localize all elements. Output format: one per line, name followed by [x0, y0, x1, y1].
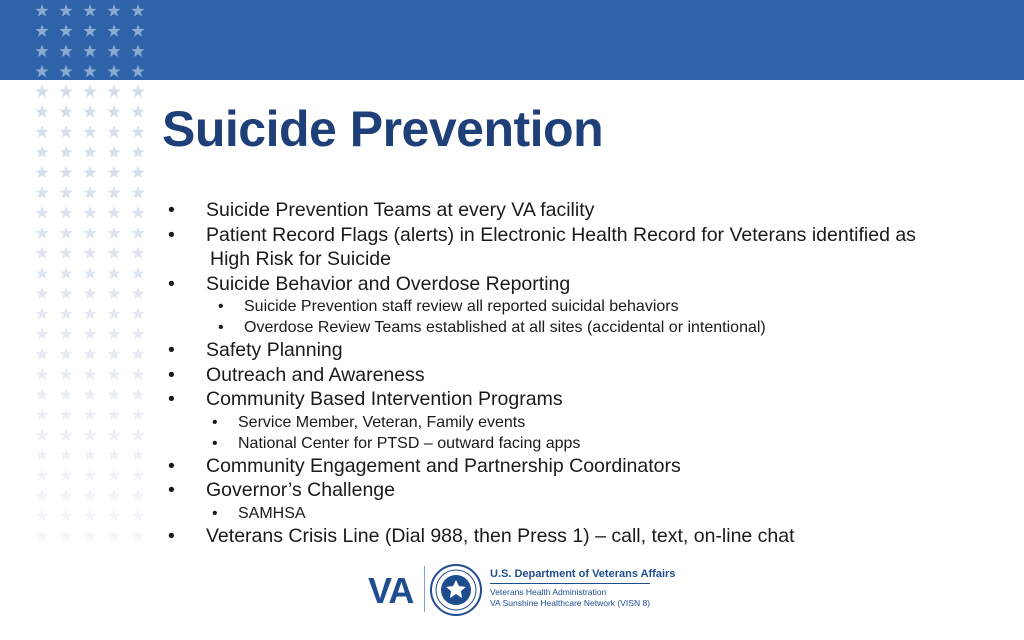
bullet-dot: • [168, 524, 175, 547]
star-icon [131, 448, 144, 461]
bullet-item [168, 478, 1008, 503]
star-icon [107, 448, 120, 461]
star-icon [35, 206, 48, 219]
star-icon [83, 489, 96, 502]
star-icon [35, 24, 48, 37]
star-icon [35, 44, 48, 57]
star-icon [131, 65, 144, 78]
star-icon [83, 368, 96, 381]
bullet-item [168, 363, 1008, 388]
bullet-item [168, 387, 1008, 412]
star-icon [35, 428, 48, 441]
star-icon [131, 509, 144, 522]
star-icon [107, 125, 120, 138]
star-icon [35, 246, 48, 259]
star-icon [59, 307, 72, 320]
star-icon [83, 287, 96, 300]
va-seal-icon [430, 564, 482, 616]
star-icon [35, 186, 48, 199]
star-icon [83, 125, 96, 138]
star-icon [35, 347, 48, 360]
star-icon [35, 448, 48, 461]
star-icon [35, 4, 48, 17]
star-icon [35, 307, 48, 320]
star-icon [107, 65, 120, 78]
star-icon [59, 469, 72, 482]
sub-bullet-text: Service Member, Veteran, Family events [238, 413, 526, 431]
bullet-item [168, 272, 1008, 297]
sub-bullet-text: Overdose Review Teams established at all sites (accidental or intentional) [244, 319, 766, 336]
star-icon [59, 125, 72, 138]
star-icon [35, 509, 48, 522]
star-icon [35, 125, 48, 138]
star-icon [59, 428, 72, 441]
star-icon [131, 125, 144, 138]
star-icon [83, 44, 96, 57]
star-icon [107, 85, 120, 98]
star-icon [131, 186, 144, 199]
star-icon [131, 4, 144, 17]
star-icon [131, 267, 144, 280]
logo-divider [424, 566, 425, 612]
bullet-dot: • [212, 504, 218, 522]
star-icon [83, 4, 96, 17]
star-icon [35, 327, 48, 340]
star-icon [35, 489, 48, 502]
star-icon [59, 4, 72, 17]
star-icon [83, 347, 96, 360]
sub-bullet-text: SAMHSA [238, 504, 306, 522]
star-icon [35, 226, 48, 239]
star-icon [59, 44, 72, 57]
star-icon [35, 287, 48, 300]
star-icon [35, 105, 48, 118]
star-icon [107, 24, 120, 37]
star-icon [83, 469, 96, 482]
star-icon [107, 287, 120, 300]
star-icon [35, 469, 48, 482]
bullet-text: Community Based Intervention Programs [206, 388, 563, 410]
star-icon [35, 267, 48, 280]
bullet-item [168, 524, 1008, 549]
bullet-dot: • [168, 388, 175, 410]
bullet-text: Outreach and Awareness [206, 363, 425, 386]
star-icon [83, 246, 96, 259]
star-icon [83, 206, 96, 219]
star-icon [35, 388, 48, 401]
star-icon [59, 226, 72, 239]
star-icon [35, 368, 48, 381]
sub-bullet-item [168, 296, 1008, 317]
star-icon [35, 145, 48, 158]
star-icon [131, 24, 144, 37]
star-icon [59, 105, 72, 118]
bullet-dot: • [168, 363, 175, 386]
bullet-dot: • [212, 413, 218, 431]
sub-bullet-item [168, 412, 1008, 433]
department-rule [490, 583, 650, 584]
department-name: U.S. Department of Veterans Affairs [490, 568, 676, 580]
slide-title: Suicide Prevention [162, 101, 604, 157]
bullet-list [168, 198, 1008, 548]
star-icon [59, 509, 72, 522]
star-icon [59, 24, 72, 37]
star-icon [107, 4, 120, 17]
star-icon [131, 469, 144, 482]
bullet-item [168, 223, 1008, 272]
star-icon [83, 448, 96, 461]
star-icon [59, 166, 72, 179]
star-icon [107, 469, 120, 482]
sub-bullet-item [168, 503, 1008, 524]
star-icon [35, 65, 48, 78]
star-icon [131, 347, 144, 360]
star-icon [59, 206, 72, 219]
star-icon [131, 287, 144, 300]
star-icon [131, 408, 144, 421]
star-icon [59, 186, 72, 199]
star-icon [59, 267, 72, 280]
star-icon [83, 408, 96, 421]
star-icon [131, 529, 144, 542]
star-icon [59, 489, 72, 502]
star-icon [107, 327, 120, 340]
bullet-text: Community Engagement and Partnership Coordinators [206, 454, 681, 477]
star-icon [107, 166, 120, 179]
star-icon [59, 368, 72, 381]
star-icon [131, 166, 144, 179]
bullet-text: Suicide Behavior and Overdose Reporting [206, 272, 571, 295]
star-icon [107, 347, 120, 360]
star-icon [107, 428, 120, 441]
bullet-item [168, 198, 1008, 223]
star-icon [107, 529, 120, 542]
star-icon [131, 85, 144, 98]
star-icon [83, 428, 96, 441]
star-icon [59, 327, 72, 340]
bullet-text: Suicide Prevention Teams at every VA facility [206, 199, 595, 221]
star-icon [59, 246, 72, 259]
star-icon [59, 85, 72, 98]
star-icon [131, 368, 144, 381]
bullet-text: Safety Planning [206, 339, 343, 361]
star-icon [107, 509, 120, 522]
star-icon [107, 246, 120, 259]
star-icon [59, 65, 72, 78]
star-icon [59, 287, 72, 300]
network-name: VA Sunshine Healthcare Network (VISN 8) [490, 598, 650, 608]
star-icon [83, 65, 96, 78]
sub-bullet-text: National Center for PTSD – outward facing apps [238, 434, 581, 452]
star-icon [107, 186, 120, 199]
star-icon [107, 267, 120, 280]
star-icon [83, 85, 96, 98]
star-icon [107, 368, 120, 381]
bullet-dot: • [168, 339, 175, 361]
star-icon [59, 448, 72, 461]
star-icon [59, 529, 72, 542]
star-icon [131, 105, 144, 118]
star-icon [131, 206, 144, 219]
sub-bullet-item [168, 433, 1008, 454]
bullet-text: Governor’s Challenge [206, 479, 395, 501]
star-icon [35, 166, 48, 179]
administration-name: Veterans Health Administration [490, 587, 607, 597]
star-icon [131, 428, 144, 441]
star-icon [35, 85, 48, 98]
bullet-item [168, 454, 1008, 479]
star-icon [107, 145, 120, 158]
star-icon [107, 388, 120, 401]
star-icon [83, 105, 96, 118]
star-icon [107, 489, 120, 502]
star-icon [83, 327, 96, 340]
bullet-dot: • [218, 319, 224, 336]
star-icon [83, 307, 96, 320]
bullet-item [168, 338, 1008, 363]
star-icon [83, 509, 96, 522]
star-icon [107, 408, 120, 421]
star-icon [59, 388, 72, 401]
star-icon [59, 145, 72, 158]
stars-pattern [30, 0, 156, 560]
star-icon [83, 166, 96, 179]
star-icon [83, 226, 96, 239]
bullet-dot: • [168, 479, 175, 501]
star-icon [107, 307, 120, 320]
star-icon [107, 105, 120, 118]
bullet-dot: • [212, 434, 218, 452]
bullet-text: Patient Record Flags (alerts) in Electronic Health Record for Veterans identified as [206, 223, 916, 246]
star-icon [59, 408, 72, 421]
star-icon [131, 226, 144, 239]
star-icon [83, 186, 96, 199]
star-icon [131, 145, 144, 158]
star-icon [83, 267, 96, 280]
bullet-dot: • [168, 272, 175, 295]
star-icon [35, 529, 48, 542]
star-icon [59, 347, 72, 360]
star-icon [107, 206, 120, 219]
star-icon [83, 145, 96, 158]
star-icon [131, 246, 144, 259]
bullet-text: Veterans Crisis Line (Dial 988, then Press 1) – call, text, on-line chat [206, 524, 795, 547]
bullet-dot: • [168, 454, 175, 477]
bullet-dot: • [168, 199, 175, 221]
star-icon [131, 388, 144, 401]
star-icon [107, 44, 120, 57]
sub-bullet-text: Suicide Prevention staff review all reported suicidal behaviors [244, 298, 679, 315]
bullet-dot: • [218, 298, 224, 315]
va-footer-logo [366, 562, 676, 616]
star-icon [131, 307, 144, 320]
bullet-text-continuation: High Risk for Suicide [210, 248, 391, 270]
va-wordmark: VA [368, 570, 414, 611]
star-icon [131, 489, 144, 502]
star-icon [131, 44, 144, 57]
sub-bullet-item [168, 317, 1008, 338]
star-icon [131, 327, 144, 340]
bullet-dot: • [168, 223, 175, 246]
star-icon [83, 24, 96, 37]
star-icon [107, 226, 120, 239]
star-icon [35, 408, 48, 421]
star-icon [83, 529, 96, 542]
star-icon [83, 388, 96, 401]
